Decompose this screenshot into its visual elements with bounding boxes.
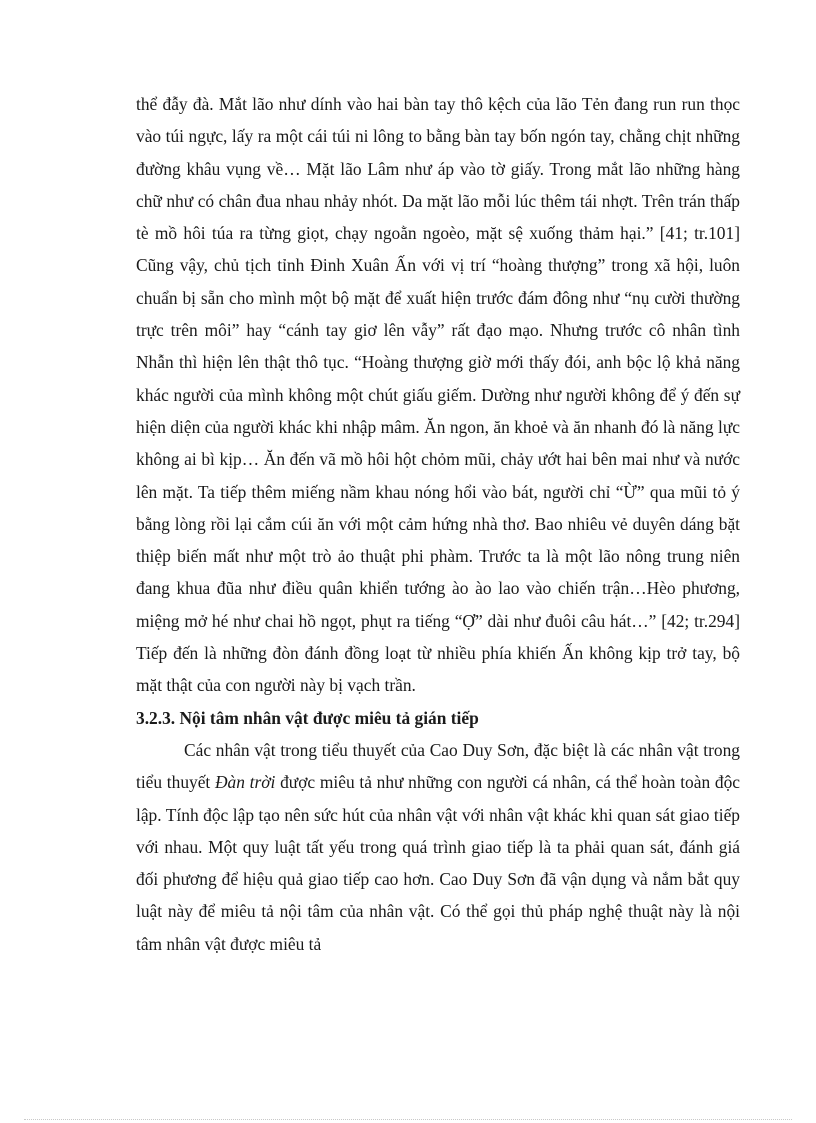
- section-heading: 3.2.3. Nội tâm nhân vật được miêu tả gián tiếp: [136, 707, 479, 728]
- section-paragraph: [136, 734, 740, 960]
- section-paragraph-text-after: được miêu tả như những con người cá nhân, cá thể hoàn toàn độc lập. Tính độc lập tạo nên sức hút của nhân vật với nhân vật khác khi quan sát giao tiếp với nhau. Một quy luật tất yếu trong quá trình giao tiếp là ta phải quan sát, đánh giá đối phương để hiệu quả giao tiếp cao hơn. Cao Duy Sơn đã vận dụng và nắm bắt quy luật này để miêu tả nội tâm của nhân vật. Có thể gọi thủ pháp nghệ thuật này là nội tâm nhân vật được miêu tả: [136, 772, 740, 954]
- body-text: [136, 88, 740, 960]
- section-paragraph-text-before: Các nhân vật trong tiểu thuyết của Cao Duy Sơn, đặc biệt là các nhân vật trong tiểu thuyết: [136, 739, 740, 793]
- page-footer-divider: [24, 1119, 792, 1120]
- continued-paragraph: thể đẫy đà. Mắt lão như dính vào hai bàn tay thô kệch của lão Tẻn đang run run thọc vào túi ngực, lấy ra một cái túi ni lông to bằng bàn tay bốn ngón tay, chằng chịt những đường khâu vụng về… Mặt lão Lâm như áp vào tờ giấy. Trong mắt lão những hàng chữ như có chân đua nhau nhảy nhót. Da mặt lão mỗi lúc thêm tái nhợt. Trên trán thấp tè mồ hôi túa ra từng giọt, chạy ngoằn ngoèo, mặt sệ xuống thảm hại.” [41; tr.101] Cũng vậy, chủ tịch tỉnh Đinh Xuân Ấn với vị trí “hoàng thượng” trong xã hội, luôn chuẩn bị sẵn cho mình một bộ mặt để xuất hiện trước đám đông như “nụ cười thường trực trên môi” hay “cánh tay giơ lên vẫy” rất đạo mạo. Nhưng trước cô nhân tình Nhẫn thì hiện lên thật thô tục. “Hoàng thượng giờ mới thấy đói, anh bộc lộ khả năng khác người của mình không một chút giấu giếm. Dường như người không để ý đến sự hiện diện của người khác khi nhập mâm. Ăn ngon, ăn khoẻ và ăn nhanh đó là năng lực không ai bì kịp… Ăn đến vã mồ hôi hột chỏm mũi, chảy ướt hai bên mai như và nước lên mặt. Ta tiếp thêm miếng nầm khau nóng hổi vào bát, người chỉ “Ừ” qua mũi tỏ ý bằng lòng rồi lại cắm cúi ăn với một cảm hứng nhà thơ. Bao nhiêu vẻ duyên dáng bặt thiệp biến mất như một trò ảo thuật phi phàm. Trước ta là một lão nông trung niên đang khua đũa như điều quân khiển tướng ào ào lao vào chiến trận…Hèo phương, miệng mở hé như chai hồ ngọt, phụt ra tiếng “Ợ” dài như đuôi câu hát…” [42; tr.294] Tiếp đến là những đòn đánh đồng loạt từ nhiều phía khiến Ấn không kịp trở tay, bộ mặt thật của con người này bị vạch trần.: [136, 94, 740, 696]
- novel-title: Đàn trời: [215, 772, 276, 793]
